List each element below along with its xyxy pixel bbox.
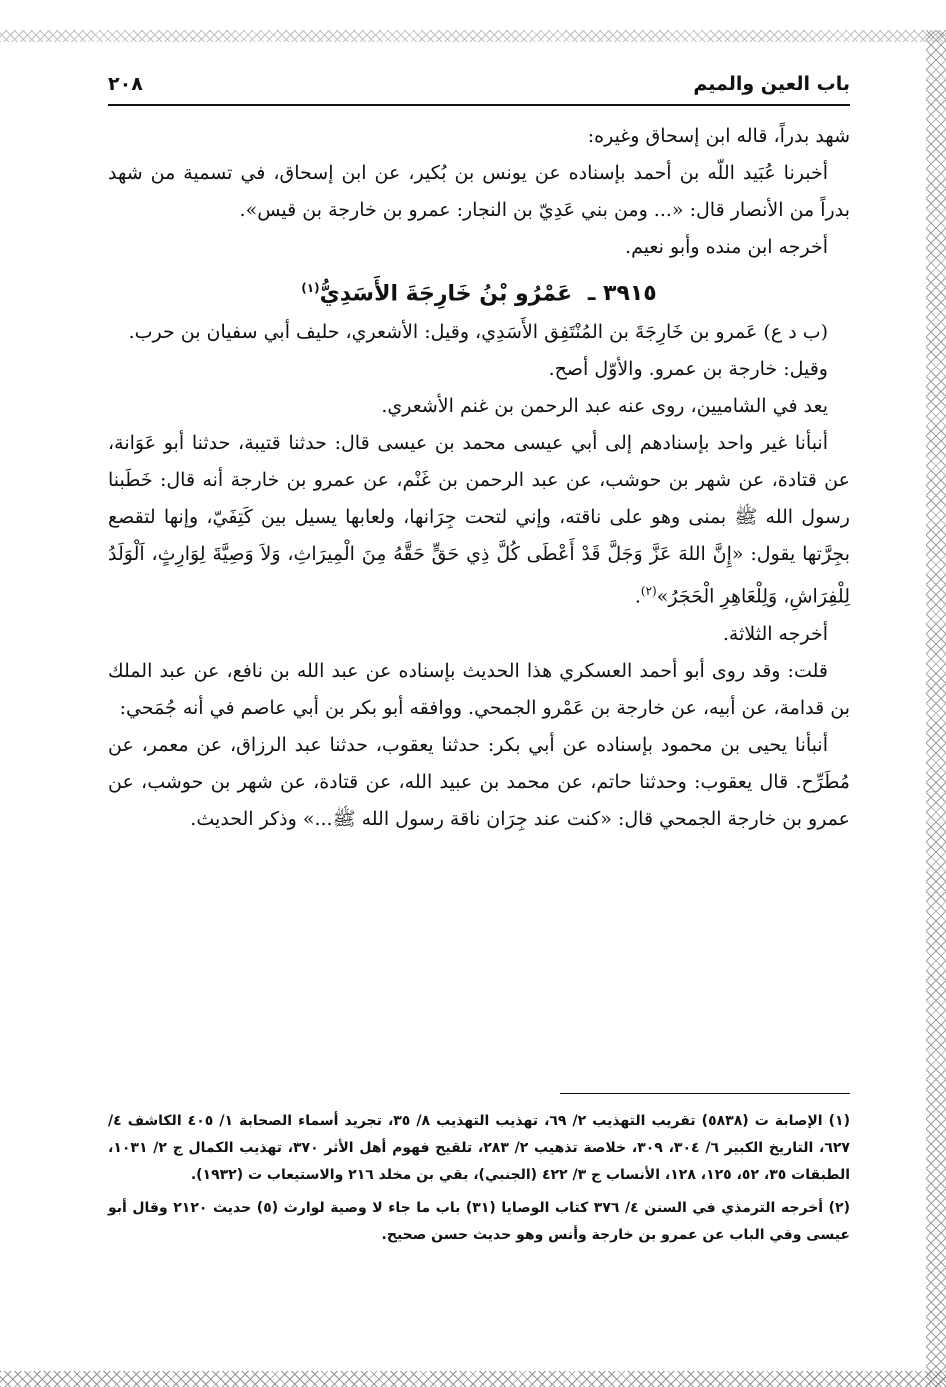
paragraph-8: أخرجه الثلاثة. <box>722 622 828 645</box>
header-rule <box>108 104 850 106</box>
footnote-marker-2: (٢) <box>640 584 657 599</box>
paragraph-6: يعد في الشاميين، روى عنه عبد الرحمن بن غنم الأشعري. <box>381 395 828 418</box>
entry-name: عَمْرُو بْنُ خَارِجَةَ الأَسَدِيُّ <box>319 281 573 307</box>
running-title: باب العين والميم <box>693 73 850 95</box>
paragraph-1: شهد بدراً، قاله ابن إسحاق وغيره: <box>587 125 850 147</box>
paragraph-4: (ب د ع) عَمرو بن خَارِجَةَ بن المُنْتَفِق الأَسَدِي، وقيل: الأشعري، حليف أبي سفيان بن حرب. <box>128 321 828 344</box>
paragraph-9: قلت: وقد روى أبو أحمد العسكري هذا الحديث بإسناده عن عبد الله بن نافع، عن عبد الملك بن قدامة، عن أبيه، عن خارجة بن عَمْرو الجمحي. ووافقه أبو بكر بن أبي عاصم في أنه جُمَحي: <box>108 659 850 719</box>
decorative-border-right <box>926 30 946 1387</box>
footnotes <box>108 1108 850 1255</box>
paragraph-7-end: . <box>634 585 641 608</box>
footnote-rule <box>560 1093 850 1094</box>
decorative-border-top <box>0 30 946 42</box>
paragraph-7-text: أنبأنا غير واحد بإسنادهم إلى أبي عيسى محمد بن عيسى قال: حدثنا قتيبة، حدثنا أبو عَوَانة، عن قتادة، عن شهر بن حوشب، عن عبد الرحمن بن غَنْم، عن عمرو بن خارجة أنه قال: خَطَبنا رسول الله ﷺ بمنى وهو على ناقته، وإني لتحت جِرَانها، ولعابها يسيل بين كَتِفَيّ، وإنها لتقصع بجِرَّتها يقول: «إِنَّ اللهَ عَزَّ وَجَلَّ قَدْ أَعْطَى كُلَّ ذِي حَقٍّ حَقَّهُ مِنَ الْمِيرَاثِ، وَلاَ وَصِيَّةَ لِوَارِثٍ، اَلْوَلَدُ لِلْفِرَاشِ، وَلِلْعَاهِرِ الْحَجَرُ» <box>108 432 850 608</box>
main-text <box>108 118 850 838</box>
entry-number: ٣٩١٥ ـ <box>587 281 657 307</box>
paragraph-7 <box>108 425 850 615</box>
paragraph-10: أنبأنا يحيى بن محمود بإسناده عن أبي بكر: حدثنا يعقوب، حدثنا عبد الرزاق، عن معمر، عن مُطَرِّح. قال يعقوب: وحدثنا حاتم، عن محمد بن عبيد الله، عن قتادة، عن شهر بن حوشب، عن عمرو بن خارجة الجمحي قال: «كنت عند جِرَان ناقة رسول الله ﷺ...» وذكر الحديث. <box>108 733 850 830</box>
decorative-border-bottom <box>0 1371 946 1387</box>
footnote-2: (٢) أخرجه الترمذي في السنن ٤/ ٣٧٦ كتاب الوصايا (٣١) باب ما جاء لا وصية لوارث (٥) حديث ٢١٢٠ وقال أبو عيسى وفي الباب عن عمرو بن خارجة وأنس وهو حديث حسن صحيح. <box>108 1200 850 1243</box>
page-number: ٢٠٨ <box>108 73 143 95</box>
entry-title <box>108 270 850 312</box>
paragraph-5: وقيل: خارجة بن عمرو. والأوّل أصح. <box>548 358 828 381</box>
paragraph-2: أخبرنا عُبَيد اللّه بن أحمد بإسناده عن يونس بن بُكير، عن ابن إسحاق، في تسمية من شهد بدراً من الأنصار قال: «... ومن بني عَدِيّ بن النجار: عمرو بن خارجة بن قيس». <box>108 162 850 221</box>
footnote-marker-1: (١) <box>301 281 320 295</box>
page-header <box>108 68 850 100</box>
footnote-1: (١) الإصابة ت (٥٨٣٨) تقريب التهذيب ٢/ ٦٩، تهذيب التهذيب ٨/ ٣٥، تجريد أسماء الصحابة ١/ ٤٠٥ الكاشف ٤/ ٦٢٧، التاريخ الكبير ٦/ ٣٠٤، ٣٠٩، خلاصة تذهيب ٢/ ٢٨٣، تلقيح فهوم أهل الأثر ٣٧٠، تهذيب الكمال ج ٢/ ١٠٣١، الطبقات ٣٥، ٥٢، ١٢٥، ١٢٨، الأنساب ج ٣/ ٤٢٢ (الجنبي)، بقي بن مخلد ٢١٦ والاستيعاب ت (١٩٣٢). <box>108 1113 850 1183</box>
paragraph-3: أخرجه ابن منده وأبو نعيم. <box>625 236 828 258</box>
